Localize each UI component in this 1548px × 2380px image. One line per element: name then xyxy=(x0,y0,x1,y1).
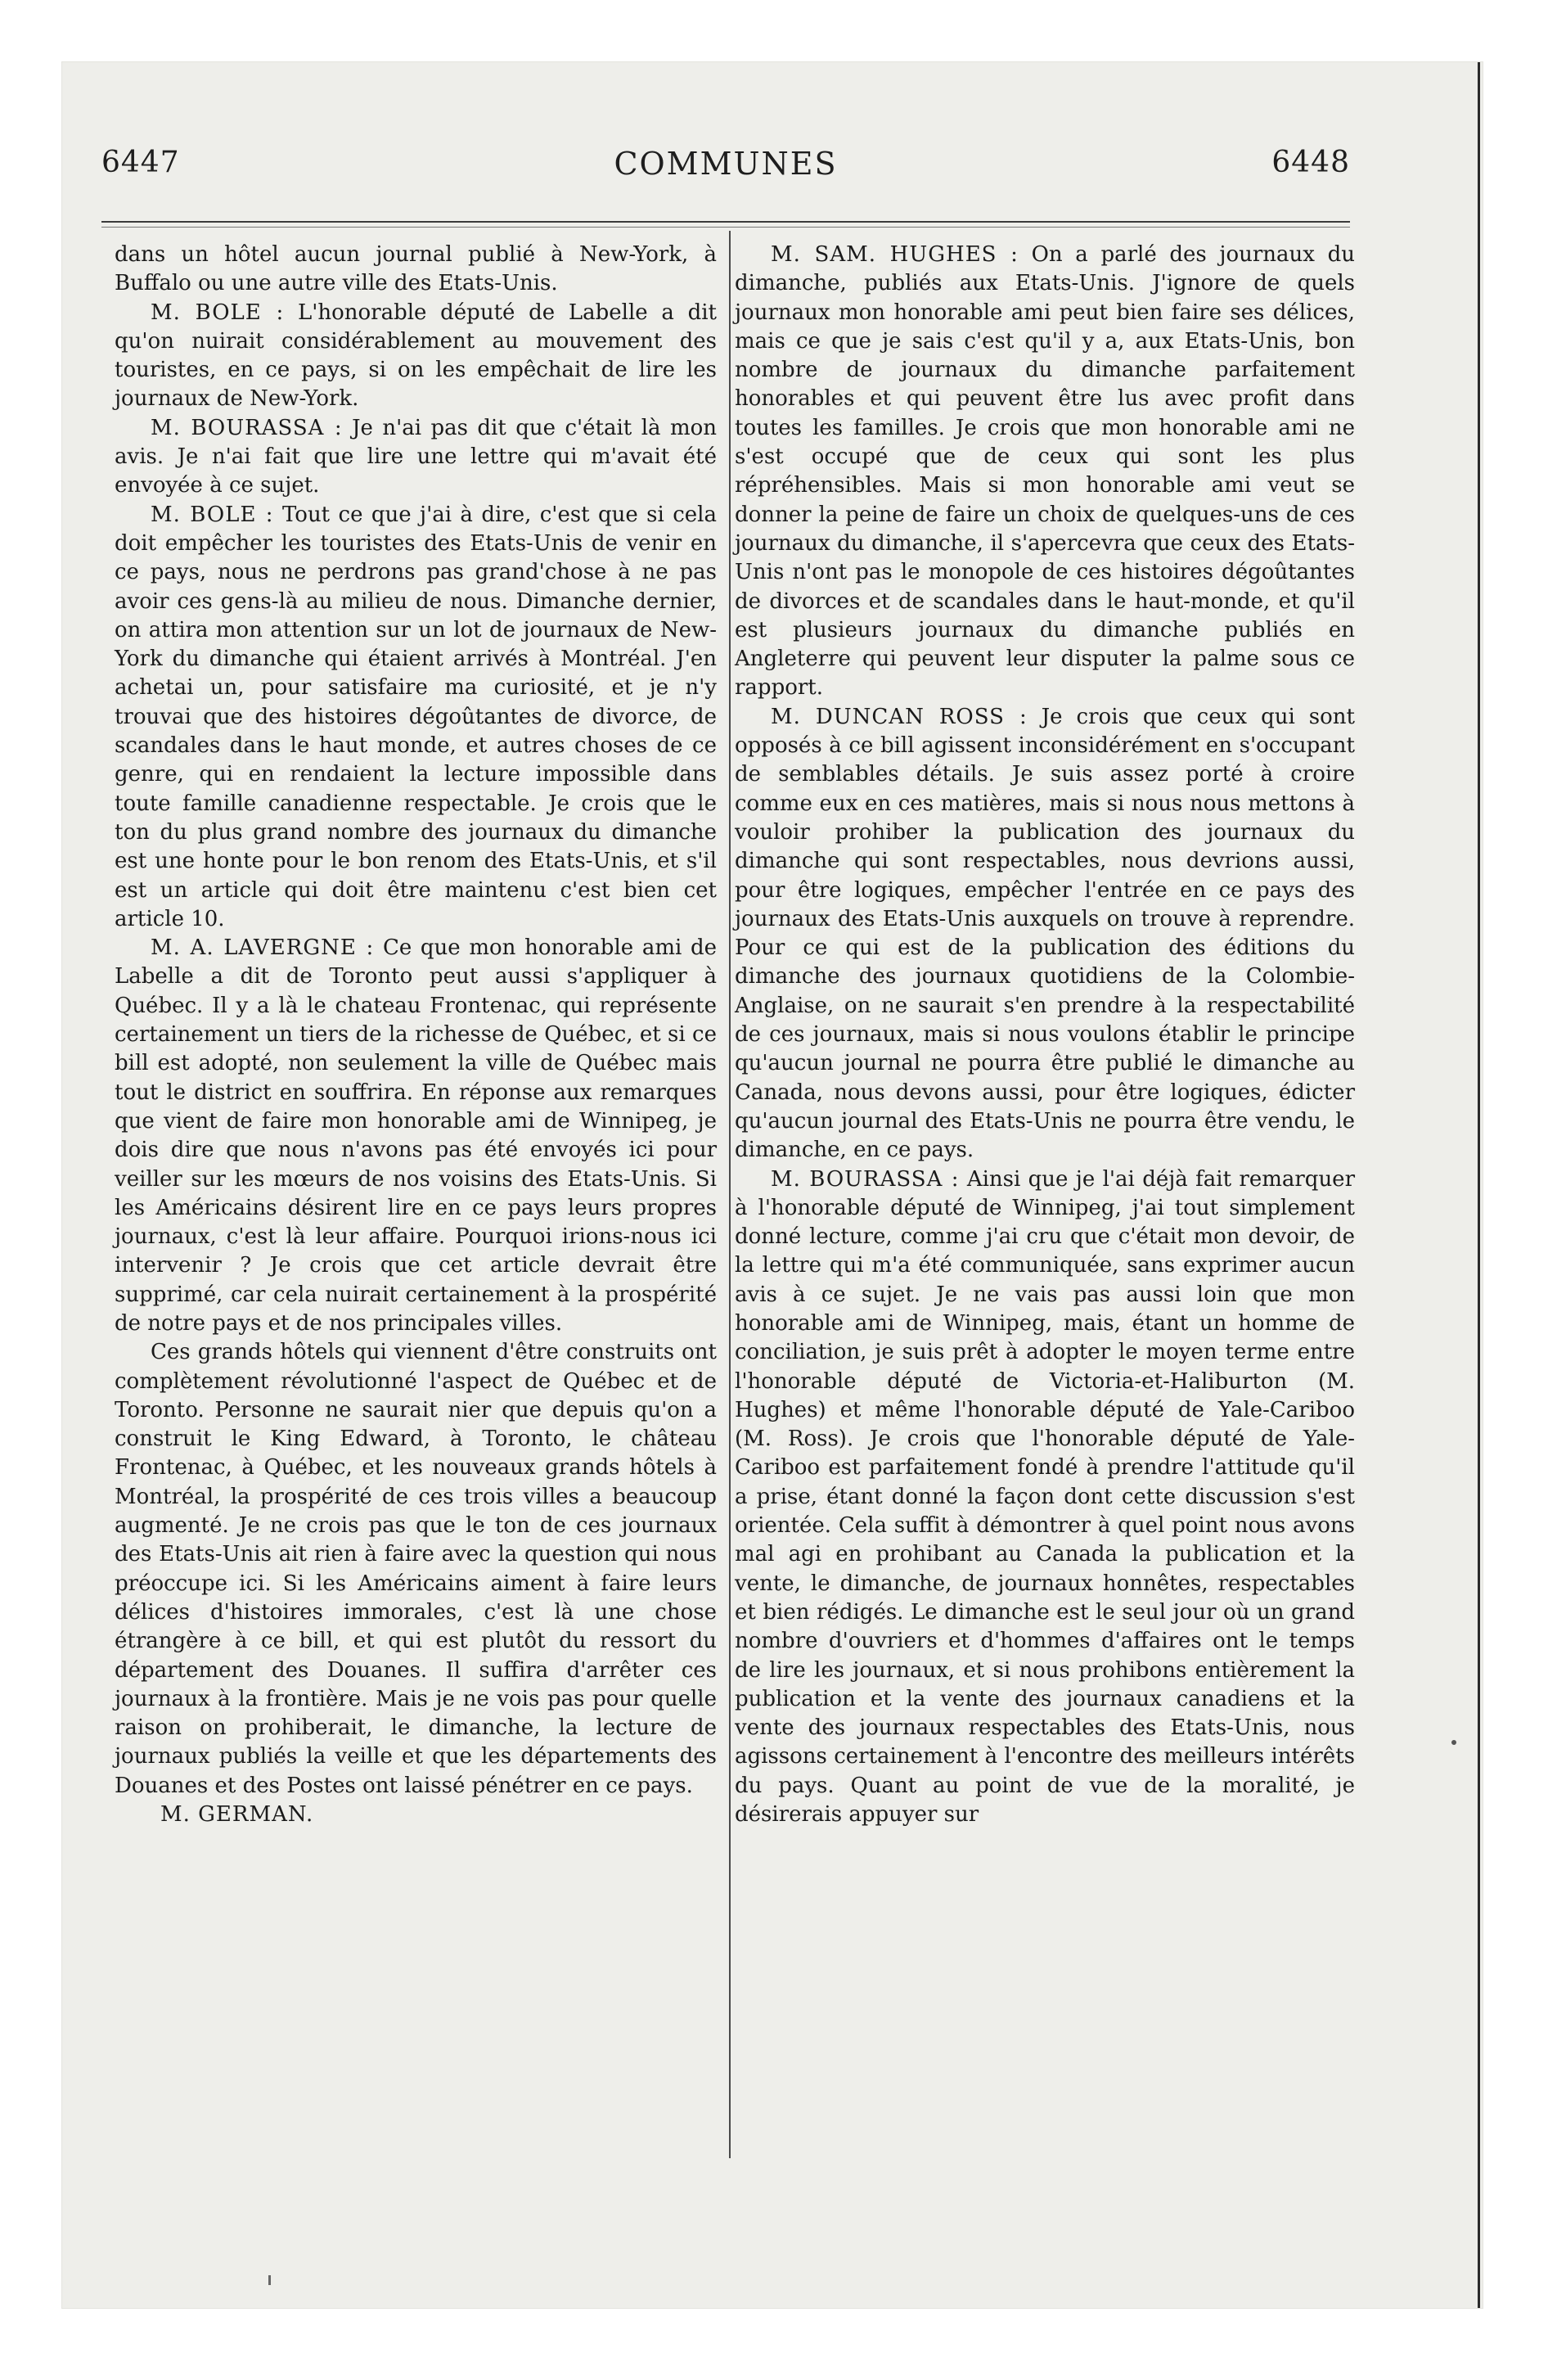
paragraph-text: Tout ce que j'ai à dire, c'est que si cela doit empêcher les touristes des Etats-Unis de venir en ce pays, nous ne perdrons pas grand'chose à ne pas avoir ces gens-là au milieu de nous. Dimanche dernier, on attira mon attention sur un lot de journaux de New-York du dimanche qui étaient arrivés à Montréal. J'en achetai un, pour satisfaire ma curiosité, et je n'y trouvai que des histoires dégoûtantes de divorce, de scandales dans le haut monde, et autres choses de ce genre, qui en rendaient la lecture impossible dans toute famille canadienne respectable. Je crois que le ton du plus grand nombre des journaux du dimanche est une honte pour le bon renom des Etats-Unis, et s'il est un article qui doit être maintenu c'est bien cet article 10. xyxy=(115,502,717,931)
speaker-name: M. BOLE : xyxy=(151,300,285,325)
page-header xyxy=(101,146,1350,195)
header-rule-thick xyxy=(101,221,1350,223)
paragraph xyxy=(115,934,717,1338)
paragraph-text: Ces grands hôtels qui viennent d'être construits ont complètement révolutionné l'aspect de Québec et de Toronto. Personne ne saurait nier que depuis qu'on a construit le King Edward, à Toronto, le château Frontenac, à Québec, et les nouveaux grands hôtels à Montréal, la prospérité de ces trois villes a beaucoup augmenté. Je ne crois pas que le ton de ces journaux des Etats-Unis ait rien à faire avec la question qui nous préoccupe ici. Si les Américains aiment à faire leurs délices d'histoires immorales, c'est là une chose étrangère à ce bill, et qui est plutôt du ressort du département des Douanes. Il suffira d'arrêter ces journaux à la frontière. Mais je ne vois pas pour quelle raison on prohiberait, le dimanche, la lecture de journaux publiés la veille et que les départements des Douanes et des Postes ont laissé pénétrer en ce pays. xyxy=(115,1340,717,1798)
paragraph xyxy=(115,414,717,501)
speaker-name: M. BOURASSA : xyxy=(151,415,343,440)
page-edge-line xyxy=(1478,62,1480,2308)
speaker-name: M. A. LAVERGNE : xyxy=(151,935,375,961)
paragraph xyxy=(735,703,1355,1165)
paragraph xyxy=(115,299,717,414)
speaker-name: M. DUNCAN ROSS : xyxy=(771,704,1028,729)
page-number-left: 6447 xyxy=(101,146,180,179)
speaker-signature: M. GERMAN. xyxy=(160,1802,314,1828)
margin-speck xyxy=(1451,1740,1456,1745)
paragraph-text: Ainsi que je l'ai déjà fait remarquer à l'honorable député de Winnipeg, j'ai tout simplement donné lecture, comme j'ai cru que c'était mon devoir, de la lettre qui m'a été communiquée, sans exprimer aucun avis à ce sujet. Je ne vais pas aussi loin que mon honorable ami de Winnipeg, mais, étant un homme de conciliation, je suis prêt à adopter le moyen terme entre l'honorable député de Victoria-et-Haliburton (M. Hughes) et même l'honorable député de Yale-Cariboo (M. Ross). Je crois que l'honorable député de Yale-Cariboo est parfaitement fondé à prendre l'attitude qu'il a prise, étant donné la façon dont cette discussion s'est orientée. Cela suffit à démontrer à quel point nous avons mal agi en prohibant au Canada la publication et la vente, le dimanche, de journaux honnêtes, respectables et bien rédigés. Le dimanche est le seul jour où un grand nombre d'ouvriers et d'hommes d'affaires ont le temps de lire les journaux, et si nous prohibons entièrement la publication et la vente des journaux canadiens et la vente des journaux respectables des Etats-Unis, nous agissons certainement à l'encontre des meilleurs intérêts du pays. Quant au point de vue de la moralité, je désirerais appuyer sur xyxy=(735,1166,1355,1828)
left-column xyxy=(115,241,717,1829)
speaker-name: M. BOLE : xyxy=(151,502,274,527)
speaker-name: M. BOURASSA : xyxy=(771,1166,960,1192)
paragraph xyxy=(735,241,1355,703)
margin-mark xyxy=(268,2275,271,2285)
column-divider xyxy=(729,231,731,2158)
paragraph xyxy=(115,241,717,299)
speaker-name: M. SAM. HUGHES : xyxy=(771,242,1019,267)
paragraph-text: Ce que mon honorable ami de Labelle a dit de Toronto peut aussi s'appliquer à Québec. Il y a là le chateau Frontenac, qui représente certainement un tiers de la richesse de Québec, et si ce bill est adopté, non seulement la ville de Québec mais tout le district en souffrira. En réponse aux remarques que vient de faire mon honorable ami de Winnipeg, je dois dire que nous n'avons pas été envoyés ici pour veiller sur les mœurs de nos voisins des Etats-Unis. Si les Américains désirent lire en ce pays leurs propres journaux, c'est là leur affaire. Pourquoi irions-nous ici intervenir ? Je crois que cet article devrait être supprimé, car cela nuirait certainement à la prospérité de notre pays et de nos principales villes. xyxy=(115,935,717,1336)
paragraph xyxy=(115,501,717,934)
paragraph-text: Je crois que ceux qui sont opposés à ce bill agissent inconsidérément en s'occupant de semblables détails. Je suis assez porté à croire comme eux en ces matières, mais si nous nous mettons à vouloir prohiber la publication des journaux du dimanche qui sont respectables, nous devrions aussi, pour être logiques, empêcher l'entrée en ce pays des journaux des Etats-Unis auxquels on trouve à reprendre. Pour ce qui est de la publication des éditions du dimanche des journaux quotidiens de la Colombie-Anglaise, on ne saurait s'en prendre à la respectabilité de ces journaux, mais si nous voulons établir le principe qu'aucun journal ne pourra être publié le dimanche au Canada, nous devons aussi, pour être logiques, édicter qu'aucun journal des Etats-Unis ne pourra être vendu, le dimanche, en ce pays. xyxy=(735,704,1355,1163)
paragraph-text: dans un hôtel aucun journal publié à New-York, à Buffalo ou une autre ville des Etats-Unis. xyxy=(115,242,717,296)
header-rule-thin xyxy=(101,227,1350,228)
page-title: COMMUNES xyxy=(614,146,838,182)
paragraph xyxy=(735,1165,1355,1830)
paragraph-text: L'honorable député de Labelle a dit qu'on nuirait considérablement au mouvement des touristes, en ce pays, si on les empêchait de lire les journaux de New-York. xyxy=(115,300,717,412)
page-number-right: 6448 xyxy=(1271,146,1350,179)
paragraph xyxy=(115,1338,717,1801)
paragraph-text: Je n'ai pas dit que c'était là mon avis. Je n'ai fait que lire une lettre qui m'avait été envoyée à ce sujet. xyxy=(115,415,717,498)
right-column xyxy=(735,241,1355,1829)
paragraph-text: On a parlé des journaux du dimanche, publiés aux Etats-Unis. J'ignore de quels journaux mon honorable ami peut bien faire ses délices, mais ce que je sais c'est qu'il y a, aux Etats-Unis, bon nombre de journaux du dimanche parfaitement honorables et qui peuvent être lus avec profit dans toutes les familles. Je crois que mon honorable ami ne s'est occupé que de ceux qui sont les plus répréhensibles. Mais si mon honorable ami veut se donner la peine de faire un choix de quelques-uns de ces journaux du dimanche, il s'apercevra que ceux des Etats-Unis n'ont pas le monopole de ces histoires dégoûtantes de divorces et de scandales dans le haut-monde, et qu'il est plusieurs journaux du dimanche publiés en Angleterre qui peuvent leur disputer la palme sous ce rapport. xyxy=(735,242,1355,701)
